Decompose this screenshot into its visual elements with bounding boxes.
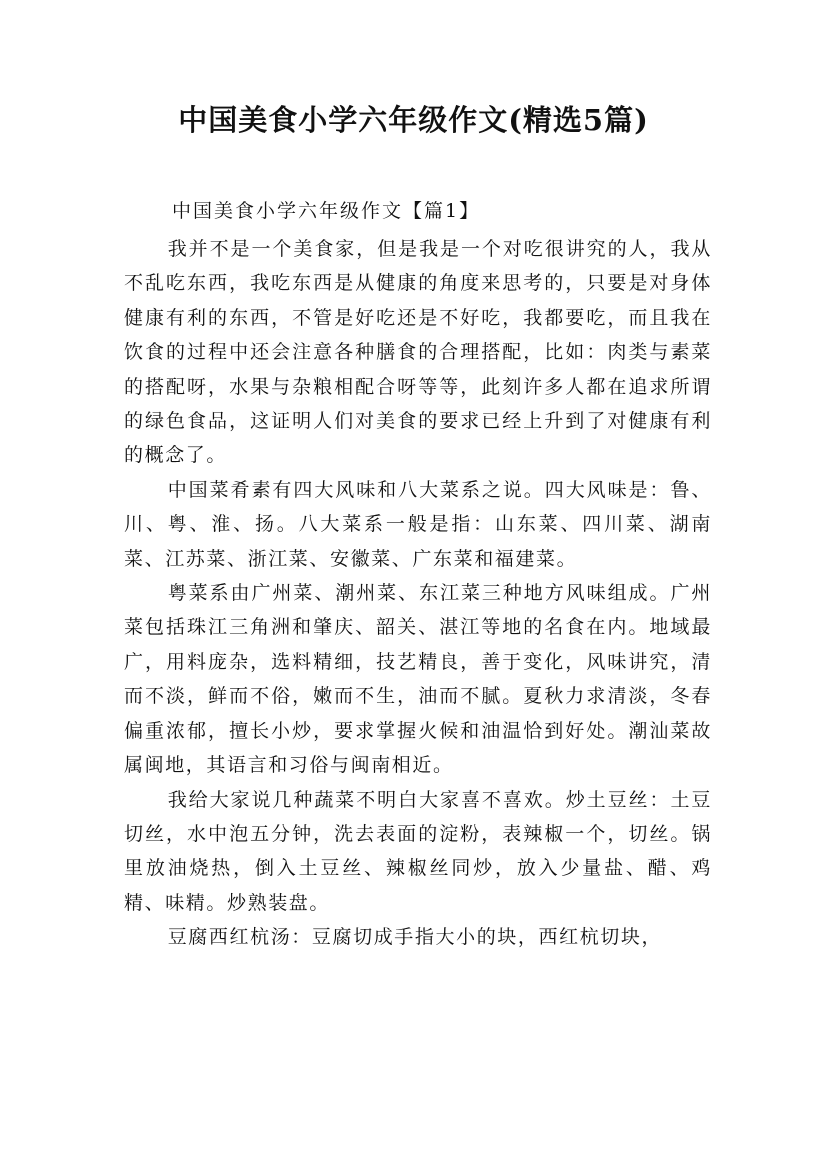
essay-heading: 中国美食小学六年级作文【篇1】	[172, 200, 481, 222]
paragraph: 豆腐西红杭汤：豆腐切成手指大小的块，西红杭切块，	[167, 926, 663, 949]
essay-body	[124, 232, 712, 955]
paragraph: 粤菜系由广州菜、潮州菜、东江菜三种地方风味组成。广州菜包括珠江三角洲和肇庆、韶关、湛江等地的名食在内。地域最广，用料庞杂，选料精细，技艺精良，善于变化，风味讲究，清而不淡，鲜而不俗，嫩而不生，油而不腻。夏秋力求清淡，冬春偏重浓郁，擅长小炒，要求掌握火候和油温恰到好处。潮汕菜故属闽地，其语言和习俗与闽南相近。	[124, 582, 712, 777]
paragraph: 中国菜肴素有四大风味和八大菜系之说。四大风味是：鲁、川、粤、淮、扬。八大菜系一般是指：山东菜、四川菜、湖南菜、江苏菜、浙江菜、安徽菜、广东菜和福建菜。	[124, 478, 712, 570]
paragraph: 我给大家说几种蔬菜不明白大家喜不喜欢。炒土豆丝：土豆切丝，水中泡五分钟，洗去表面的淀粉，表辣椒一个，切丝。锅里放油烧热，倒入土豆丝、辣椒丝同炒，放入少量盐、醋、鸡精、味精。炒熟装盘。	[124, 788, 712, 914]
paragraph: 我并不是一个美食家，但是我是一个对吃很讲究的人，我从不乱吃东西，我吃东西是从健康的角度来思考的，只要是对身体健康有利的东西，不管是好吃还是不好吃，我都要吃，而且我在饮食的过程中还会注意各种膳食的合理搭配，比如：肉类与素菜的搭配呀，水果与杂粮相配合呀等等，此刻许多人都在追求所谓的绿色食品，这证明人们对美食的要求已经上升到了对健康有利的概念了。	[124, 238, 712, 467]
document-title: 中国美食小学六年级作文(精选5篇)	[178, 103, 649, 137]
